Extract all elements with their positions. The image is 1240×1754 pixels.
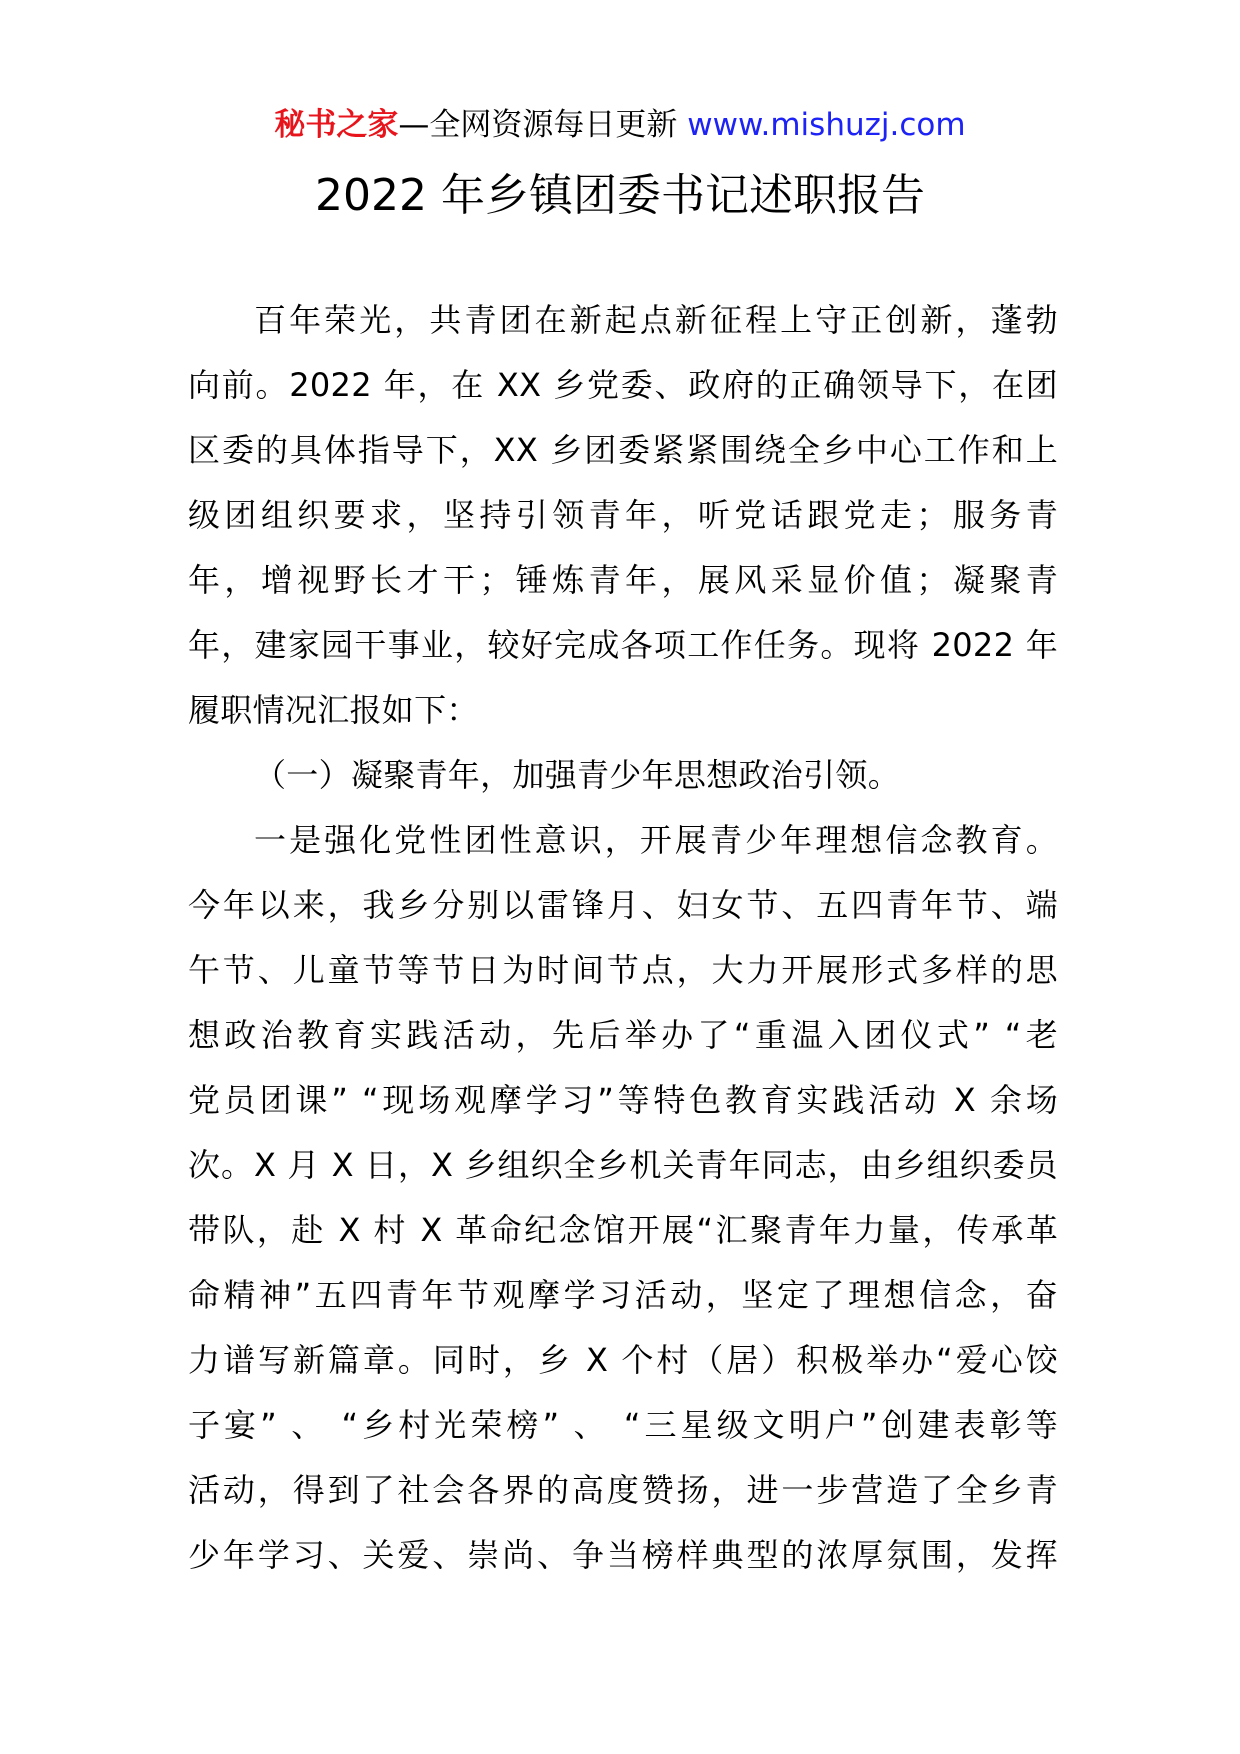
- document-body: [188, 297, 1058, 1597]
- text-line: 子宴” 、 “乡村光荣榜” 、 “三星级文明户”创建表彰等: [188, 1406, 1058, 1444]
- text-line: 履职情况汇报如下：: [188, 691, 479, 729]
- text-line: 区委的具体指导下，XX 乡团委紧紧围绕全乡中心工作和上: [188, 431, 1058, 469]
- text-line: 少年学习、关爱、崇尚、争当榜样典型的浓厚氛围，发挥: [188, 1536, 1058, 1574]
- text-line: 力谱写新篇章。同时，乡 X 个村（居）积极举办“爱心饺: [188, 1341, 1058, 1379]
- text-line: 次。X 月 X 日，X 乡组织全乡机关青年同志，由乡组织委员: [188, 1146, 1058, 1184]
- text-line: 午节、儿童节等节日为时间节点，大力开展形式多样的思: [188, 951, 1058, 989]
- text-line: 活动，得到了社会各界的高度赞扬，进一步营造了全乡青: [188, 1471, 1058, 1509]
- banner-slogan: —全网资源每日更新: [398, 107, 688, 143]
- site-banner: [0, 104, 1240, 146]
- text-line: 一是强化党性团性意识，开展青少年理想信念教育。: [254, 821, 1058, 859]
- text-line: 带队，赴 X 村 X 革命纪念馆开展“汇聚青年力量，传承革: [188, 1211, 1058, 1249]
- text-line: 百年荣光，共青团在新起点新征程上守正创新，蓬勃: [254, 301, 1058, 339]
- text-line: 命精神”五四青年节观摩学习活动，坚定了理想信念，奋: [188, 1276, 1058, 1314]
- text-line: 党员团课” “现场观摩学习”等特色教育实践活动 X 余场: [188, 1081, 1058, 1119]
- document-title: 2022 年乡镇团委书记述职报告: [315, 170, 925, 221]
- text-line: 向前。2022 年，在 XX 乡党委、政府的正确领导下，在团: [188, 366, 1058, 404]
- text-line: 今年以来，我乡分别以雷锋月、妇女节、五四青年节、端: [188, 886, 1058, 924]
- website-link[interactable]: www.mishuzj.com: [687, 107, 966, 143]
- brand-name: 秘书之家: [274, 107, 399, 143]
- text-line: 级团组织要求，坚持引领青年，听党话跟党走；服务青: [188, 496, 1058, 534]
- section-heading: （一）凝聚青年，加强青少年思想政治引领。: [254, 756, 901, 794]
- text-line: 想政治教育实践活动，先后举办了“重温入团仪式” “老: [188, 1016, 1058, 1054]
- text-line: 年，增视野长才干；锤炼青年，展风采显价值；凝聚青: [188, 561, 1058, 599]
- text-line: 年，建家园干事业，较好完成各项工作任务。现将 2022 年: [188, 626, 1058, 664]
